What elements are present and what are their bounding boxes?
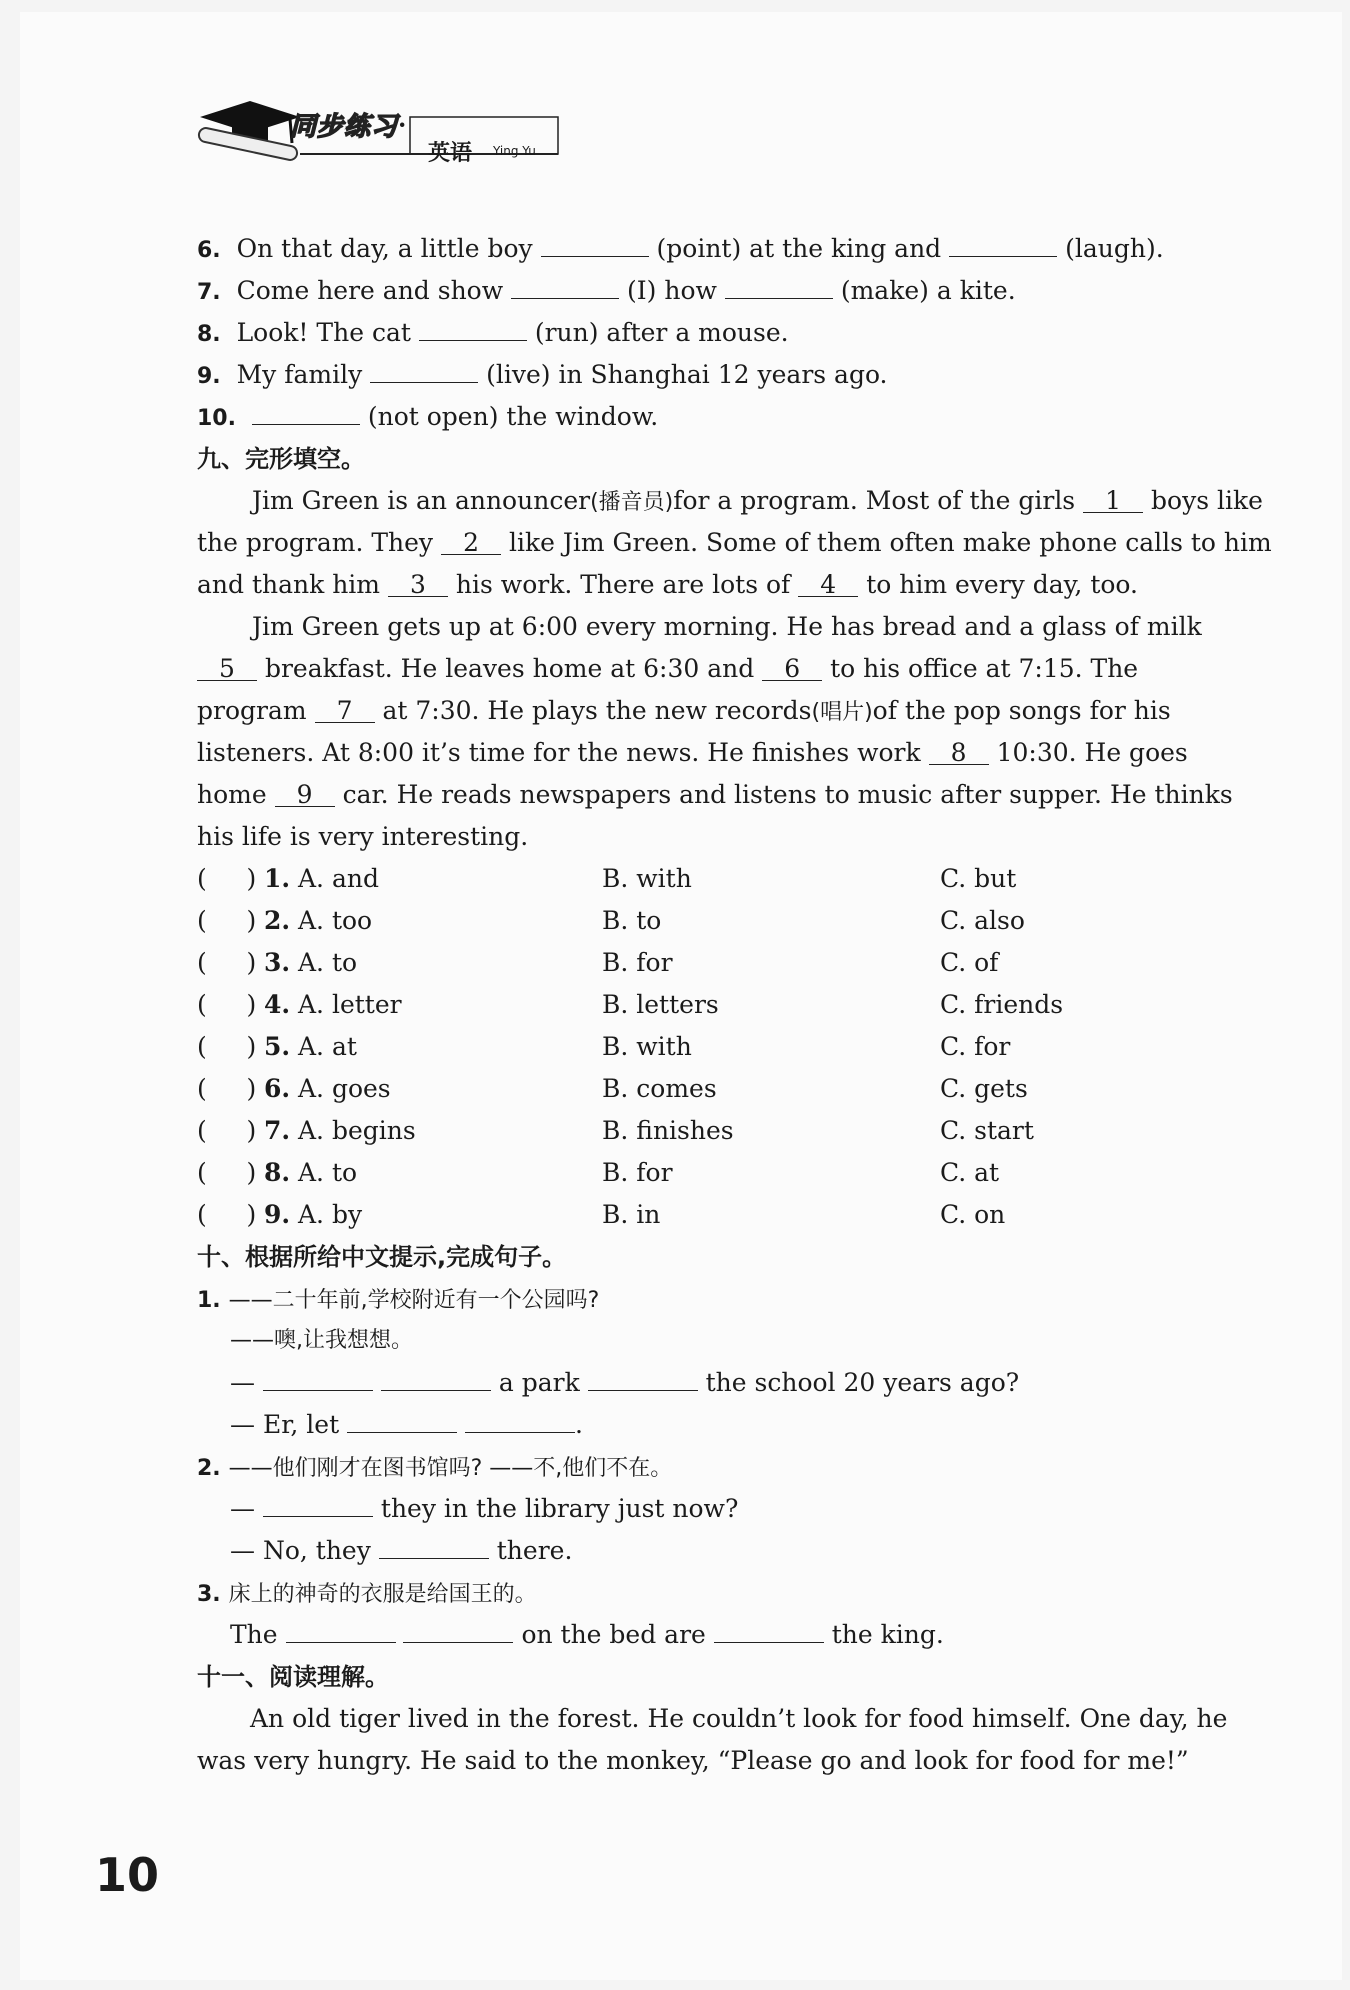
passage-line: listeners. At 8:00 it’s time for the news. He finishes work 8 10:30. He goes: [197, 738, 1188, 767]
passage-line: 5 breakfast. He leaves home at 6:30 and 6 to his office at 7:15. The: [197, 654, 1138, 684]
answer-blank[interactable]: [541, 234, 649, 257]
option-c[interactable]: C. for: [940, 1032, 1011, 1061]
option-c[interactable]: C. gets: [940, 1074, 1028, 1103]
option-b[interactable]: B. letters: [602, 990, 719, 1019]
passage-line: home 9 car. He reads newspapers and listens to music after supper. He thinks: [197, 780, 1233, 809]
option-b[interactable]: B. for: [602, 1158, 673, 1187]
passage-line: and thank him 3 his work. There are lots of 4 to him every day, too.: [197, 570, 1138, 599]
s10-q1-en1: — a park the school 20 years ago?: [230, 1368, 1020, 1397]
reading-line: An old tiger lived in the forest. He couldn’t look for food himself. One day, he: [250, 1704, 1228, 1733]
s10-q2-en2: — No, they there.: [230, 1536, 573, 1565]
option-c[interactable]: C. also: [940, 906, 1025, 935]
cloze-blank-1[interactable]: 1: [1083, 490, 1143, 513]
s10-q1-zh: 1. ——二十年前,学校附近有一个公园吗?: [197, 1288, 600, 1313]
option-a[interactable]: A. and: [298, 864, 379, 893]
question-8: 8. Look! The cat (run) after a mouse.: [197, 318, 789, 347]
answer-bracket[interactable]: ( ): [197, 1032, 257, 1061]
option-c[interactable]: C. friends: [940, 990, 1064, 1019]
s10-q1-zh2: ——噢,让我想想。: [230, 1328, 413, 1353]
passage-line: Jim Green gets up at 6:00 every morning. He has bread and a glass of milk: [252, 612, 1202, 641]
answer-blank[interactable]: [725, 276, 833, 299]
answer-blank[interactable]: [511, 276, 619, 299]
cloze-blank-9[interactable]: 9: [275, 784, 335, 807]
answer-bracket[interactable]: ( ): [197, 1158, 257, 1187]
option-b[interactable]: B. to: [602, 906, 662, 935]
answer-blank[interactable]: [949, 234, 1057, 257]
answer-bracket[interactable]: ( ): [197, 1074, 257, 1103]
option-a[interactable]: A. too: [298, 906, 373, 935]
passage-line: Jim Green is an announcer(播音员)for a program. Most of the girls 1 boys like: [252, 486, 1263, 515]
answer-blank[interactable]: [465, 1410, 575, 1433]
question-6: 6. On that day, a little boy (point) at the king and (laugh).: [197, 234, 1164, 263]
question-9: 9. My family (live) in Shanghai 12 years ago.: [197, 360, 888, 389]
option-a[interactable]: A. at: [298, 1032, 357, 1061]
answer-blank[interactable]: [403, 1620, 513, 1643]
answer-blank[interactable]: [588, 1368, 698, 1391]
subject-pinyin: Ying Yu: [493, 144, 536, 158]
answer-bracket[interactable]: ( ): [197, 948, 257, 977]
answer-blank[interactable]: [370, 360, 478, 383]
answer-bracket[interactable]: ( ): [197, 990, 257, 1019]
answer-bracket[interactable]: ( ): [197, 1200, 257, 1229]
workbook-page: 同步练习 · 英语 Ying Yu 6. On that day, a little boy (point) at the king and (laugh). 7. Come here and show (I) how (make) a kite. 8. Look! The cat (run) after a mouse. 9. My family (live) in Shanghai 12 years ago. 10. (not open) the window. 九、完形填空。 Jim Green is an announcer(播音员)for a program. Most of the girls 1 boys like the program. They 2 like Jim Green. Some of them often make phone calls to him and thank him 3 his work. There are lots of 4 to him every day, too. Jim Green gets up at 6:00 every morning. He has bread and a glass of milk 5 breakfast. He leaves home at 6:30 and 6 to his office at 7:15. The program 7 at 7:30. He plays the new records(唱片)of the pop songs for his listeners. At 8:00 it’s time for the news. He finishes work 8 10:30. He goes home 9 car. He reads newspapers and listens to music after supper. He thinks his life is very interesting. ( ) 1. A. and B. with C. but ( ) 2. A. too B. to C. also ( ) 3. A. to B. for C. of ( ) 4. A. letter B. letters C. friends ( ) 5. A. at B. with C. for ( ) 6. A. goes B. comes C. gets ( ) 7. A. begins B. finishes C. start ( ) 8. A. to B. for C. at ( ) 9. A. by B. in C. on 十、根据所给中文提示,完成句子。 1. ——二十年前,学校附近有一个公园吗? ——噢,让我想想。 — a park the school 20 years ago? — Er, let . 2. ——他们刚才在图书馆吗? ——不,他们不在。 — they in the library just now? — No, they there. 3. 床上的神奇的衣服是给国王的。 The on the bed are the king. 十一、阅读理解。 An old tiger lived in the forest. He couldn’t look for food himself. One day, he was very hungry. He said to the monkey, “Please go and look for food for me!” 10: [20, 12, 1342, 1980]
s10-q1-en2: — Er, let .: [230, 1410, 583, 1439]
option-b[interactable]: B. with: [602, 1032, 692, 1061]
answer-bracket[interactable]: ( ): [197, 1116, 257, 1145]
s10-q2-zh: 2. ——他们刚才在图书馆吗? ——不,他们不在。: [197, 1456, 673, 1481]
section-10-title: 十、根据所给中文提示,完成句子。: [197, 1243, 567, 1271]
option-a[interactable]: A. to: [298, 948, 358, 977]
question-7: 7. Come here and show (I) how (make) a kite.: [197, 276, 1016, 305]
option-c[interactable]: C. start: [940, 1116, 1034, 1145]
subject-label: 英语: [428, 141, 473, 166]
answer-blank[interactable]: [347, 1410, 457, 1433]
answer-blank[interactable]: [263, 1368, 373, 1391]
section-11-title: 十一、阅读理解。: [197, 1663, 389, 1691]
option-b[interactable]: B. in: [602, 1200, 661, 1229]
option-c[interactable]: C. on: [940, 1200, 1006, 1229]
option-c[interactable]: C. of: [940, 948, 999, 977]
answer-blank[interactable]: [286, 1620, 396, 1643]
answer-bracket[interactable]: ( ): [197, 864, 257, 893]
s10-q2-en1: — they in the library just now?: [230, 1494, 739, 1523]
answer-blank[interactable]: [714, 1620, 824, 1643]
option-b[interactable]: B. comes: [602, 1074, 717, 1103]
cloze-blank-6[interactable]: 6: [762, 658, 822, 681]
option-a[interactable]: A. by: [298, 1200, 363, 1229]
answer-blank[interactable]: [252, 402, 360, 425]
answer-blank[interactable]: [263, 1494, 373, 1517]
cloze-blank-5[interactable]: 5: [197, 658, 257, 681]
passage-line: his life is very interesting.: [197, 822, 529, 851]
brand-title: 同步练习: [290, 112, 399, 142]
answer-blank[interactable]: [381, 1368, 491, 1391]
cloze-blank-4[interactable]: 4: [798, 574, 858, 597]
answer-bracket[interactable]: ( ): [197, 906, 257, 935]
option-b[interactable]: B. finishes: [602, 1116, 734, 1145]
reading-line: was very hungry. He said to the monkey, “Please go and look for food for me!”: [197, 1746, 1189, 1775]
option-a[interactable]: A. begins: [298, 1116, 416, 1145]
cloze-blank-7[interactable]: 7: [315, 700, 375, 723]
answer-blank[interactable]: [419, 318, 527, 341]
question-10: 10. (not open) the window.: [197, 402, 659, 431]
answer-blank[interactable]: [379, 1536, 489, 1559]
option-c[interactable]: C. but: [940, 864, 1017, 893]
passage-line: program 7 at 7:30. He plays the new records(唱片)of the pop songs for his: [197, 696, 1171, 725]
cloze-blank-8[interactable]: 8: [929, 742, 989, 765]
option-a[interactable]: A. goes: [298, 1074, 391, 1103]
option-a[interactable]: A. to: [298, 1158, 358, 1187]
s10-q3-zh: 3. 床上的神奇的衣服是给国王的。: [197, 1582, 537, 1607]
option-c[interactable]: C. at: [940, 1158, 1000, 1187]
s10-q3-en: The on the bed are the king.: [230, 1620, 944, 1649]
option-b[interactable]: B. with: [602, 864, 692, 893]
cloze-blank-3[interactable]: 3: [388, 574, 448, 597]
cloze-blank-2[interactable]: 2: [441, 532, 501, 555]
option-a[interactable]: A. letter: [298, 990, 402, 1019]
option-b[interactable]: B. for: [602, 948, 673, 977]
page-number: 10: [95, 1848, 160, 1902]
section-9-title: 九、完形填空。: [197, 445, 365, 473]
header-dot: ·: [398, 110, 407, 139]
passage-line: the program. They 2 like Jim Green. Some of them often make phone calls to him: [197, 528, 1272, 557]
